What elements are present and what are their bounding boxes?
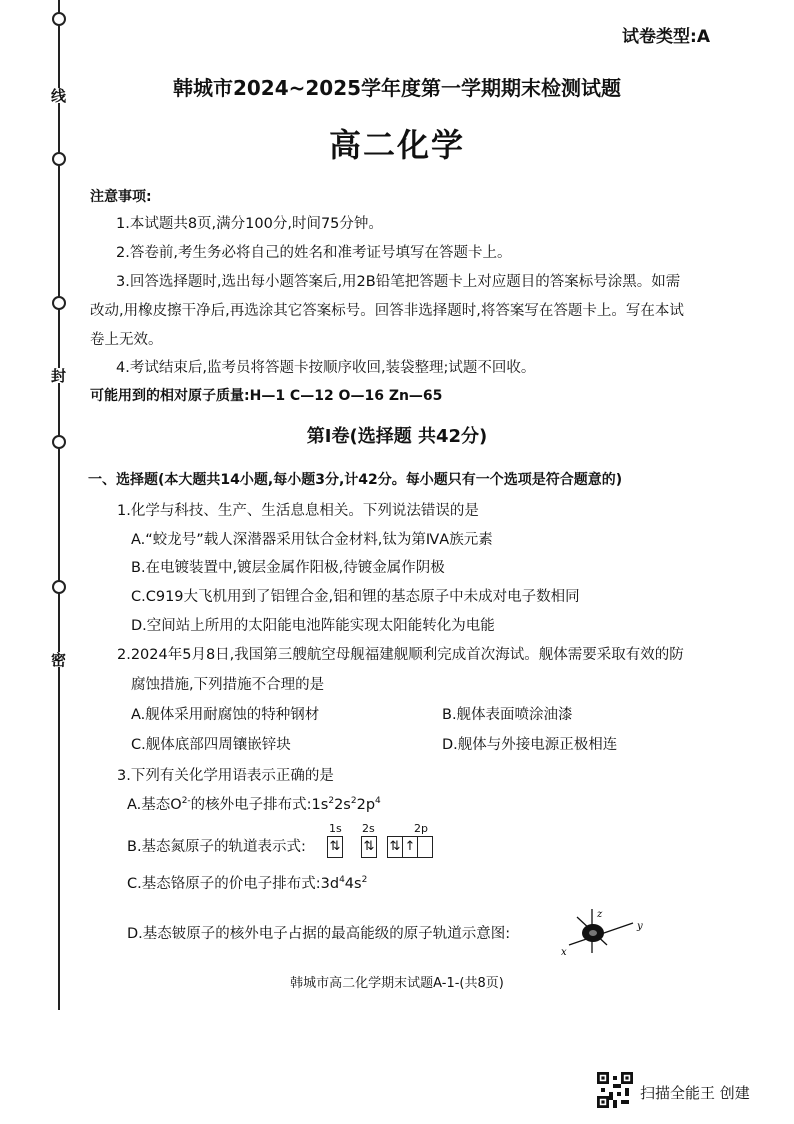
- binding-circle: [52, 12, 66, 26]
- binding-char-seal: 封: [49, 368, 67, 383]
- orbital-label-2s: 2s: [362, 822, 375, 835]
- q3-stem: 3.下列有关化学用语表示正确的是: [117, 768, 334, 784]
- q3-a-prefix: A.基态O: [127, 797, 182, 813]
- notes-item-1: 1.本试题共8页,满分100分,时间75分钟。: [116, 216, 383, 232]
- notes-item-4: 4.考试结束后,监考员将答题卡按顺序收回,装袋整理;试题不回收。: [116, 360, 536, 376]
- binding-char-line: 线: [49, 88, 67, 103]
- part-heading: 一、选择题(本大题共14小题,每小题3分,计42分。每小题只有一个选项是符合题意的): [88, 472, 623, 488]
- q1-option-b: B.在电镀装置中,镀层金属作阳极,待镀金属作阴极: [131, 560, 445, 576]
- orbital-box-1s: ⇅: [327, 836, 343, 858]
- binding-char-secret: 密: [49, 652, 67, 667]
- q3-option-c: [127, 872, 367, 893]
- q3-a-charge: 2-: [181, 796, 191, 807]
- exam-title: 韩城市2024~2025学年度第一学期期末检测试题: [172, 76, 622, 100]
- q3-a-mid: 的核外电子排布式:1s: [190, 797, 329, 813]
- orbital-axes-diagram: [555, 905, 650, 960]
- scanner-watermark: 扫描全能王 创建: [640, 1084, 750, 1102]
- q2-option-d: D.舰体与外接电源正极相连: [442, 737, 618, 753]
- atomic-masses: 可能用到的相对原子质量:H—1 C—12 O—16 Zn—65: [90, 388, 443, 404]
- notes-item-3-line-1: 3.回答选择题时,选出每小题答案后,用2B铅笔把答题卡上对应题目的答案标号涂黑。如需: [116, 274, 681, 290]
- q2-option-c: C.舰体底部四周镶嵌锌块: [131, 737, 291, 753]
- notes-heading: 注意事项:: [90, 189, 152, 205]
- q1-option-d: D.空间站上所用的太阳能电池阵能实现太阳能转化为电能: [131, 618, 495, 634]
- q2-option-a: A.舰体采用耐腐蚀的特种钢材: [131, 707, 320, 723]
- notes-item-3-line-2: 改动,用橡皮擦干净后,再选涂其它答案标号。回答非选择题时,将答案写在答题卡上。写在本试: [90, 303, 684, 319]
- q3-option-d-text: D.基态铍原子的核外电子占据的最高能级的原子轨道示意图:: [127, 926, 511, 942]
- q3-option-b-text: B.基态氮原子的轨道表示式:: [127, 839, 306, 855]
- q1-option-c: C.C919大飞机用到了铝锂合金,铝和锂的基态原子中未成对电子数相同: [131, 589, 580, 605]
- orbital-box-2s: ⇅: [361, 836, 377, 858]
- notes-item-2: 2.答卷前,考生务必将自己的姓名和准考证号填写在答题卡上。: [116, 245, 512, 261]
- orbital-box-2p-1: ⇅: [387, 836, 403, 858]
- q2-stem-line-2: 腐蚀措施,下列措施不合理的是: [131, 677, 325, 693]
- q3-c-prefix: C.基态铬原子的价电子排布式:3d: [127, 876, 340, 892]
- q1-stem: 1.化学与科技、生产、生活息息相关。下列说法错误的是: [117, 503, 479, 519]
- q1-option-a: A.“蛟龙号”载人深潜器采用钛合金材料,钛为第ⅣA族元素: [131, 532, 493, 548]
- orbital-label-1s: 1s: [329, 822, 342, 835]
- axis-x-label: x: [561, 947, 567, 958]
- q3-a-sup-2: 2: [350, 796, 357, 807]
- binding-circle: [52, 296, 66, 310]
- q2-stem-line-1: 2.2024年5月8日,我国第三艘航空母舰福建舰顺利完成首次海试。舰体需要采取有效的防: [117, 647, 684, 663]
- q3-c-sup-2: 2: [361, 875, 368, 886]
- q3-a-2s: 2s: [334, 797, 351, 813]
- section-title: 第Ⅰ卷(选择题 共42分): [306, 426, 488, 447]
- q3-a-sup-1: 2: [328, 796, 335, 807]
- orbital-label-2p: 2p: [414, 822, 428, 835]
- q2-option-b: B.舰体表面喷涂油漆: [442, 707, 573, 723]
- q3-c-sup-1: 4: [339, 875, 345, 886]
- q3-option-a: [127, 793, 381, 814]
- qr-code-icon: [597, 1072, 633, 1108]
- q3-a-2p: 2p: [356, 797, 376, 813]
- notes-item-3-line-3: 卷上无效。: [90, 332, 163, 348]
- axis-y-label: y: [637, 921, 643, 932]
- binding-circle: [52, 580, 66, 594]
- orbital-box-2p-3: [417, 836, 433, 858]
- page-footer: 韩城市高二化学期末试题A-1-(共8页): [290, 976, 504, 991]
- q3-c-4s: 4s: [344, 876, 362, 892]
- orbital-box-2p-2: ↑: [402, 836, 418, 858]
- axis-z-label: z: [597, 909, 603, 920]
- exam-type-label: 试卷类型:A: [622, 27, 710, 47]
- subject-title: 高二化学: [328, 126, 465, 164]
- orbital-diagram: [327, 836, 457, 860]
- q3-a-sup-3: 4: [375, 796, 381, 807]
